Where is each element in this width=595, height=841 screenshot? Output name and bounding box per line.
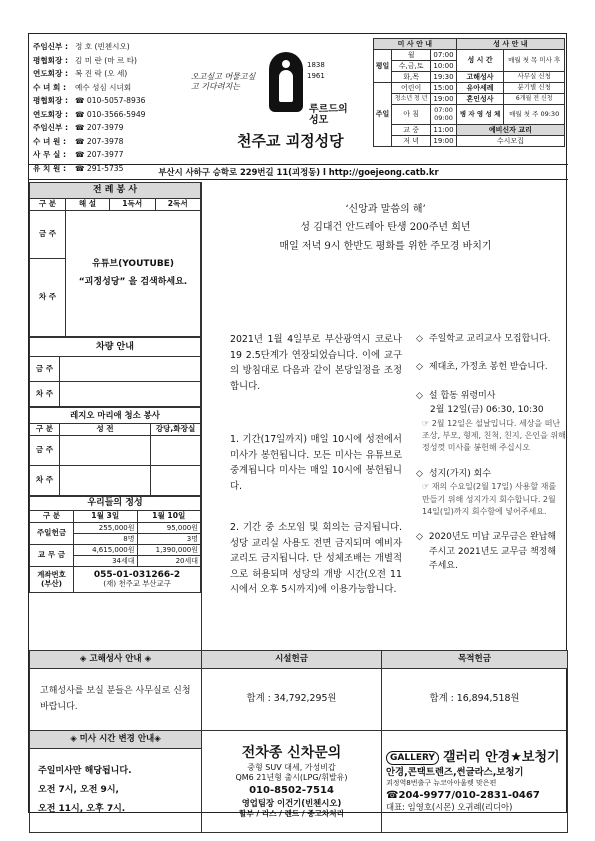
weekday-label: 평일 (374, 50, 392, 83)
slogan-text: 오고싶고 머물고싶고 기다려지는 (191, 72, 256, 91)
account-owner: (재) 천주교 부산교구 (103, 579, 171, 589)
main-notices (201, 182, 568, 650)
staff-row: 수 녀 회 : 예수 성심 시녀회 (33, 82, 132, 92)
bottom-band: ◈ 고해성사 안내 ◈ 시설헌금 목적헌금 고해성사를 보실 분들은 사무실로 신청바랍니다. 합계 : 34,792,295원 합계 : 16,894,518원 ◈ 미사 시간 변경 안내◈ 전차종 신차문의 중형 SUV 대세, 가성비갑 QM6 21년형 출시(LPG/휘발유) 010-8502-7514 영업팀장 이건기(빈첸시오) 할부 / 리스 / 렌트 / 중고차처리 GALLERY 갤러리 안경★보청기 안경,콘택트렌즈,썬글라스,보청기 괴정역8번출구 뉴코아아울렛 맞은편 ☎204-9977/010-2831-0467 대표: 임영호(시몬) 오귀례(리디아) 주일미사만 해당됩니다. 오전 7시, 오전 9시, 오전 11시, 오후 7시. (29, 650, 568, 833)
covid-point-1: 1. 기간(17일까지) 매일 10시에 성전에서 미사가 봉헌됩니다. 모든 미사는 유튜브로 중계됩니다 미사는 매일 10시에 봉헌됩니다. (230, 434, 402, 492)
staff-row: 유 치 원 : ☎ 291-5735 (33, 163, 124, 173)
year-theme: ‘신앙과 말씀의 해’ (345, 204, 426, 215)
notice-item: ◇ 2020년도 미납 교무금은 완납해 주시고 2021년도 교무금 책정해 주세요. (416, 530, 566, 573)
legio-title: 레지오 마리애 청소 봉사 (30, 408, 201, 424)
left-column (29, 182, 201, 593)
mary-statue-icon (269, 52, 303, 112)
address-bar: 부산시 사하구 승학로 229번길 11(괴정동) l http://goejeong.catb.kr (29, 164, 568, 180)
prayer-line: 매일 저녁 9시 한반도 평화를 위한 주모경 바치기 (279, 241, 492, 252)
bulletin-page (28, 33, 567, 819)
facility-total: 합계 : 34,792,295원 (202, 669, 382, 731)
liturgy-table: 전 례 봉 사 구 분 해 설 1독서 2독서 금 주 유튜브(YOUTUBE) “괴정성당” 을 검색하세요. 차 주 (29, 182, 201, 337)
church-logo (191, 42, 367, 152)
youtube-search: “괴정성당” 을 검색하세요. (78, 276, 188, 287)
optical-ad-phone: ☎204-9977/010-2831-0467 (386, 789, 540, 801)
staff-row: 주임신부 : ☎ 207-3979 (33, 123, 124, 133)
jubilee-line: 성 김대건 안드레아 탄생 200주년 희년 (300, 222, 471, 233)
facility-title: 시설헌금 (202, 651, 382, 669)
notice-item: ◇ 주일학교 교리교사 모집합니다. (416, 332, 566, 346)
diamond-icon: ◇ (416, 334, 423, 344)
staff-row: 수 녀 원 : ☎ 207-3978 (33, 136, 124, 146)
optical-ad-brand: 갤러리 안경★보청기 (442, 750, 560, 766)
years-text: 1838 1961 (307, 61, 325, 81)
notice-item: ◇ 성지(가지) 회수 (416, 467, 566, 481)
confession-title: ◈ 고해성사 안내 ◈ (30, 651, 202, 669)
reserve-title: 예비신자 교리 (456, 125, 564, 136)
diamond-icon: ◇ (416, 468, 423, 479)
church-name: 천주교 괴정성당 (237, 132, 344, 150)
mass-header: 미 사 안 내 (374, 39, 457, 50)
vehicle-title: 차량 안내 (30, 338, 201, 357)
notice-list: ◇ 주일학교 교리교사 모집합니다. ◇ 제대초, 가정초 봉헌 받습니다. ◇ 설 합동 위령미사 2월 12일(금) 06:30, 10:30 ☞ 2월 12일은 설날입니다. 세상을 떠난 조상, 부모, 형제, 친척, 친지, 은인을 위해 정성껏 미사를 봉헌해 주십시오 ◇ 성지(가지) 회수 ☞ 재의 수요일(2월 17일) 사용할 재를 만들기 위해 성지가지 회수합니다. 2월 14일(일)까지 회수함에 넣어주세요. ◇ 2020년도 미납 교무금은 완납해 주시고 2021년도 교무금 책정해 주세요. (416, 332, 566, 573)
diamond-icon: ◇ (416, 390, 423, 401)
confession-text: 고해성사를 보실 분들은 사무실로 신청바랍니다. (30, 669, 202, 731)
youtube-label: 유튜브(YOUTUBE) (92, 259, 174, 270)
staff-row: 주임신부 : 정 호 (빈첸시오) (33, 42, 130, 52)
vehicle-table: 차량 안내 금 주 차 주 (29, 337, 201, 407)
gallery-logo: GALLERY (386, 751, 439, 765)
devotion-table: 우리들의 정성 구 분 1월 3일 1월 10일 주일헌금 255,000원 95,000원 8명 3명 교 무 금 4,615,000원 1,390,000원 34세대 20세대 계좌번호 (부산) 055-01-031266-2 (재) 천주교 부산교구 (29, 496, 201, 593)
staff-list (33, 40, 183, 175)
liturgy-title: 전 례 봉 사 (30, 183, 201, 199)
staff-row: 평협회장 : ☎ 010-5057-8936 (33, 96, 146, 106)
staff-row: 연도회장 : ☎ 010-3566-5949 (33, 109, 146, 119)
car-ad-phone: 010-8502-7514 (249, 785, 334, 797)
notice-item: ◇ 제대초, 가정초 봉헌 받습니다. (416, 360, 566, 374)
covid-point-2: 2. 기간 중 소모임 및 회의는 금지됩니다. 성당 교리실 사용도 전면 금지되며 예비자 교리도 금지됩니다. 단 성체조배는 개별적으로 허용되며 성당의 개방 시간(오전 11시에서 오후 5시까지)에 이용가능합니다. (230, 522, 402, 596)
palm-note: ☞ 재의 수요일(2월 17일) 사용할 재를 만들기 위해 성지가지 회수합니다. 2월 14일(일)까지 회수함에 넣어주세요. (422, 482, 557, 516)
car-ad-title: 전차종 신차문의 (241, 744, 342, 761)
purpose-title: 목적헌금 (382, 651, 568, 669)
staff-row: 사 무 실 : ☎ 207-3977 (33, 150, 124, 160)
mass-change-title: ◈ 미사 시간 변경 안내◈ (30, 731, 202, 749)
staff-row: 연도회장 : 복 진 락 (오 세) (33, 69, 128, 79)
mass-schedule-table: 미 사 안 내 성 사 안 내 평일 월 07:00 성 시 간 매월 첫 목 미사 후 수,금,토 10:00 화,목 19:30 고해성사 사무실 신청 주일 어린이 15:00 유아세례 분기별 신청 청소년 청 년 19:00 혼인성사 6개월 전 신청 아 침 07:00 09:00 병 자 영 성 체 매월 첫 주 09:30 교 중 11:00 예비신자 교리 저 녁 19:00 수시모집 (373, 38, 565, 147)
covid-intro: 2021년 1월 4일부로 부산광역시 코로나 19 2.5단계가 연장되었습니다. 이에 교구의 방침대로 다음과 같이 본당일정을 조정합니다. (230, 334, 402, 392)
diamond-icon: ◇ (416, 532, 423, 543)
diamond-icon: ◇ (416, 362, 423, 373)
legio-table: 레지오 마리애 청소 봉사 구 분 성 전 강당,화장실 금 주 차 주 (29, 407, 201, 496)
memorial-note: ☞ 2월 12일은 설날입니다. 세상을 떠난 조상, 부모, 형제, 친척, 친지, 은인을 위해 정성껏 미사를 봉헌해 주십시오 (422, 418, 566, 453)
sunday-label: 주일 (374, 83, 392, 147)
account-label: 계좌번호 (부산) (30, 567, 74, 593)
sacrament-header: 성 사 안 내 (456, 39, 564, 50)
devotion-title: 우리들의 정성 (30, 497, 201, 511)
staff-row: 평협회장 : 김 미 란 (마 르 타) (33, 55, 138, 65)
lourdes-text: 루르드의 성모 (309, 104, 348, 126)
account-number: 055-01-031266-2 (93, 570, 181, 581)
purpose-total: 합계 : 16,894,518원 (382, 669, 568, 731)
notice-item: ◇ 설 합동 위령미사 (416, 389, 566, 403)
